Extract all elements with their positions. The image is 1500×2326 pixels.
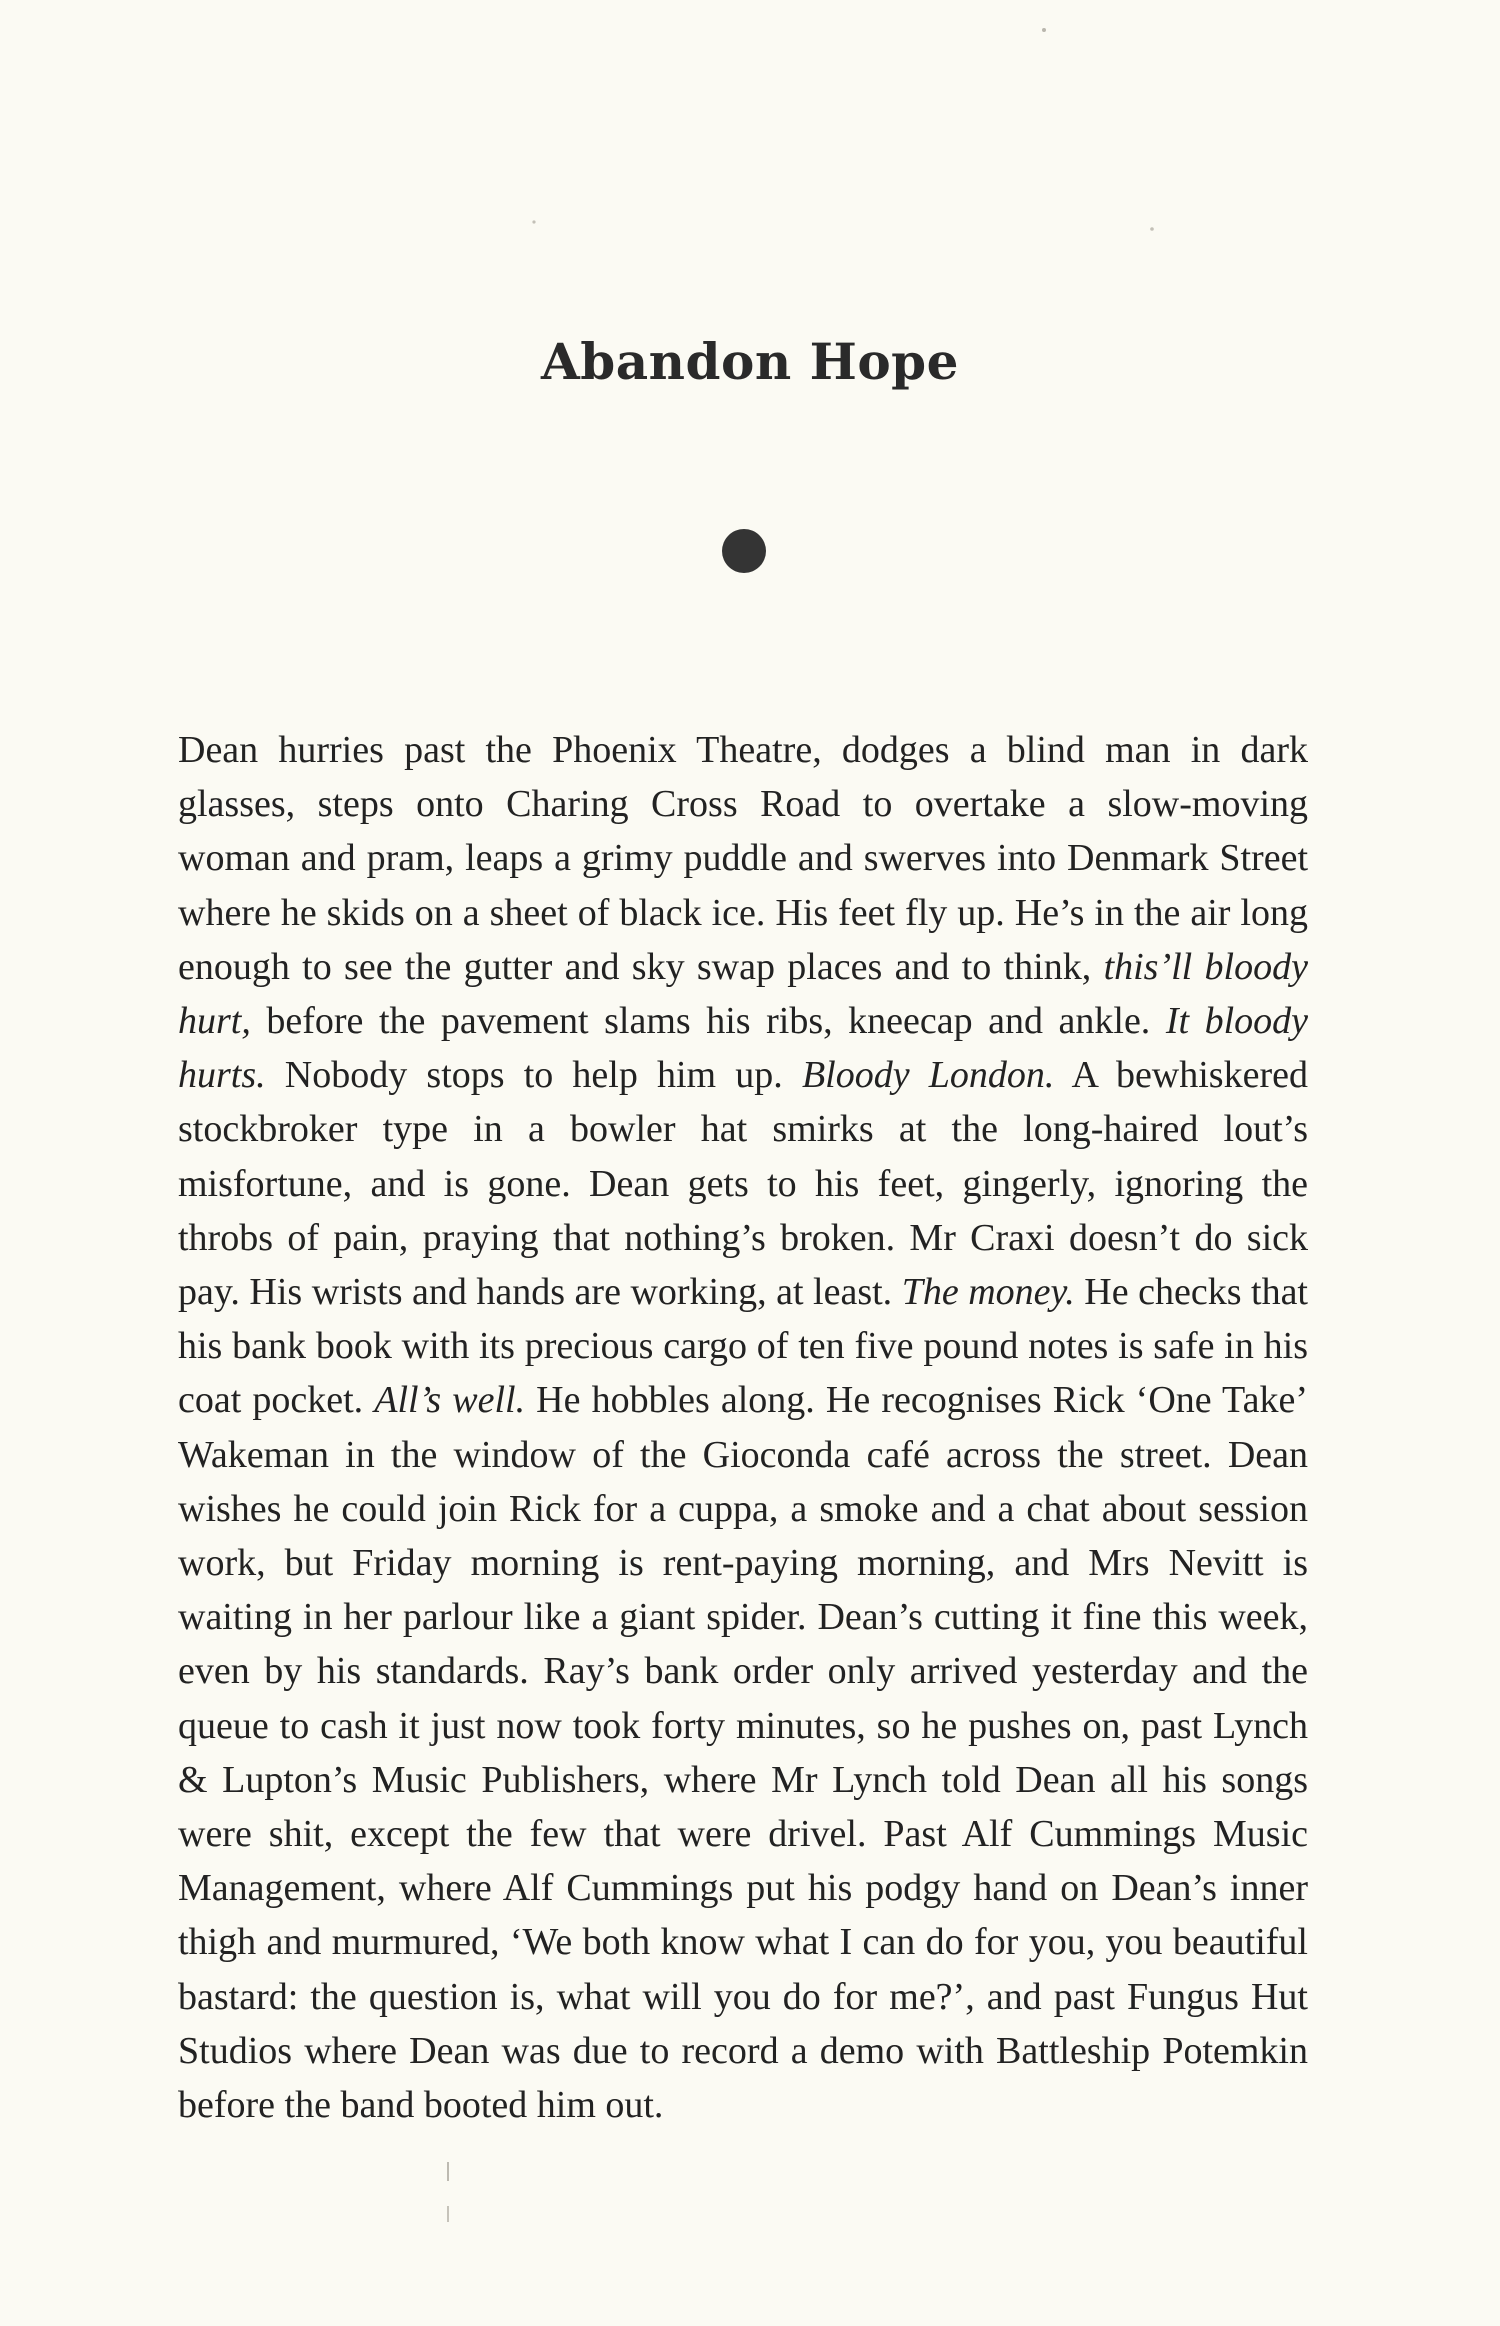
- paper-speck: [532, 220, 535, 223]
- text-segment: He hobbles along. He recognises Rick ‘One Take’ Wakeman in the window of the Gioconda café across the street. Dean wishes he could join Rick for a cuppa, a smoke and a chat about session work, but Friday morning is rent-paying morning, and Mrs Nevitt is waiting in her parlour like a giant spider. Dean’s cutting it fine this week, even by his standards. Ray’s bank order only arrived yesterday and the queue to cash it just now took forty minutes, so he pushes on, past Lynch & Lupton’s Music Publishers, where Mr Lynch told Dean all his songs were shit, except the few that were drivel. Past Alf Cummings Music Management, where Alf Cummings put his podgy hand on Dean’s inner thigh and murmured, ‘We both know what I can do for you, you beautiful bastard: the question is, what will you do for me?’, and past Fungus Hut Studios where Dean was due to record a demo with Battleship Potemkin before the band booted him out.: [178, 1379, 1308, 2127]
- italic-phrase: Bloody London.: [801, 1054, 1055, 1097]
- section-bullet: [722, 529, 766, 573]
- body-paragraph: [178, 723, 1308, 2132]
- chapter-title: Abandon Hope: [541, 332, 959, 391]
- italic-phrase: The money.: [901, 1271, 1075, 1314]
- italic-phrase: All’s well.: [374, 1379, 526, 1422]
- text-segment: Nobody stops to help him up.: [265, 1054, 802, 1097]
- text-segment: He checks that his bank book with its precious cargo of ten five pound notes is safe in his coat pocket.: [178, 1271, 1308, 1422]
- text-segment: Dean hurries past the Phoenix Theatre, dodges a blind man in dark glasses, steps onto Charing Cross Road to overtake a slow-moving woman and pram, leaps a grimy puddle and swerves into Denmark Street where he skids on a sheet of black ice. His feet fly up. He’s in the air long enough to see the gutter and sky swap places and to think,: [178, 729, 1308, 988]
- paper-speck: [1150, 227, 1154, 231]
- paper-speck: [1042, 28, 1046, 32]
- italic-phrase: this’ll bloody hurt,: [178, 945, 1308, 1043]
- italic-phrase: It bloody hurts.: [178, 1000, 1309, 1097]
- text-segment: before the pavement slams his ribs, kneecap and ankle.: [250, 1000, 1166, 1043]
- text-segment: A bewhiskered stockbroker type in a bowler hat smirks at the long-haired lout’s misfortune, and is gone. Dean gets to his feet, gingerly, ignoring the throbs of pain, praying that nothing’s broken. Mr Craxi doesn’t do sick pay. His wrists and hands are working, at least.: [178, 1054, 1308, 1314]
